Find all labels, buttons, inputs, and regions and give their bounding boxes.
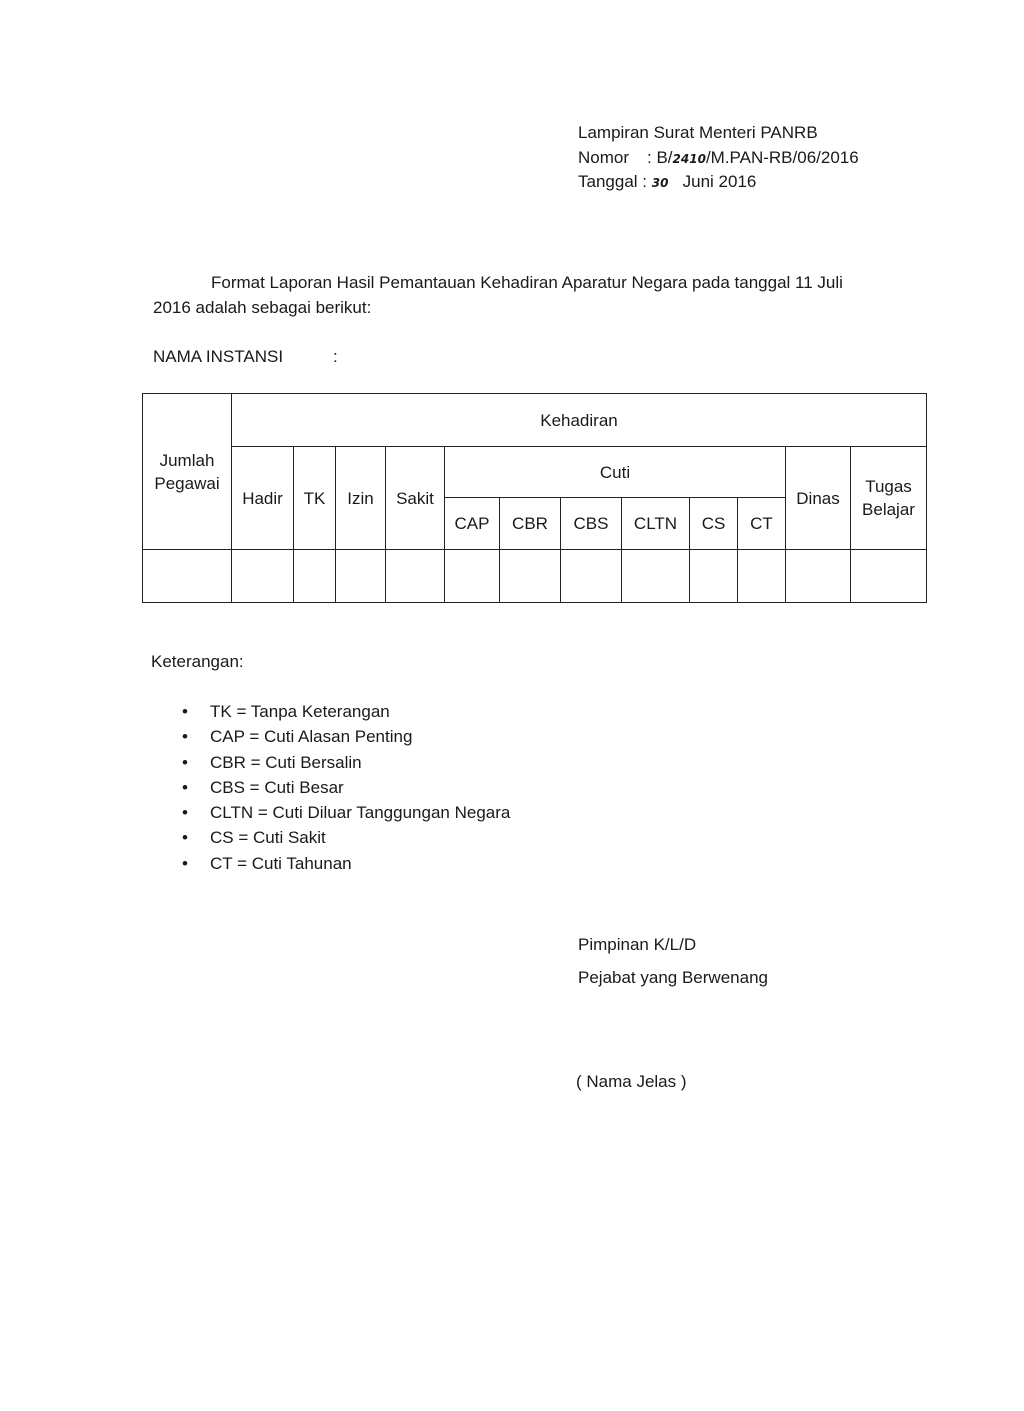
cell (294, 550, 336, 603)
cell (738, 550, 786, 603)
signature-title: Pimpinan K/L/D (578, 935, 697, 954)
header-cbs: CBS (561, 498, 622, 550)
signature-name: ( Nama Jelas ) (576, 1072, 687, 1091)
tanggal-suffix: Juni 2016 (682, 172, 757, 191)
keterangan-title: Keterangan: (151, 652, 244, 671)
header-jumlah-pegawai: Jumlah Pegawai (143, 394, 232, 550)
nomor-handwritten: 2410 (672, 152, 706, 166)
list-item: • CS = Cuti Sakit (174, 828, 510, 853)
list-item: • CAP = Cuti Alasan Penting (174, 727, 510, 752)
cell (622, 550, 690, 603)
header-ct: CT (738, 498, 786, 550)
nomor-label: Nomor (578, 148, 630, 167)
tanggal-handwritten: 30 (651, 176, 669, 190)
cell (143, 550, 232, 603)
keterangan-list (174, 702, 510, 879)
cell (336, 550, 386, 603)
header-cbr: CBR (500, 498, 561, 550)
cell (561, 550, 622, 603)
table-row (143, 550, 927, 603)
intro-line-2: 2016 adalah sebagai berikut: (153, 298, 372, 317)
header-cap: CAP (445, 498, 500, 550)
header-kehadiran: Kehadiran (232, 394, 927, 447)
header-izin: Izin (336, 447, 386, 550)
cell (232, 550, 294, 603)
nomor-line (578, 148, 859, 168)
instansi-label: NAMA INSTANSI (153, 347, 284, 366)
header-tugas-belajar: Tugas Belajar (851, 447, 927, 550)
list-item: • CLTN = Cuti Diluar Tanggungan Negara (174, 803, 510, 828)
instansi-sep: : (333, 347, 338, 366)
header-sakit: Sakit (386, 447, 445, 550)
header-hadir: Hadir (232, 447, 294, 550)
list-item: • TK = Tanpa Keterangan (174, 702, 510, 727)
signature-official: Pejabat yang Berwenang (578, 968, 768, 987)
intro-line-1: Format Laporan Hasil Pemantauan Kehadiran Aparatur Negara pada tanggal 11 Juli (211, 273, 843, 292)
attendance-table (142, 393, 927, 603)
header-cltn: CLTN (622, 498, 690, 550)
cell (786, 550, 851, 603)
attachment-title: Lampiran Surat Menteri PANRB (578, 123, 818, 142)
cell (851, 550, 927, 603)
header-tk: TK (294, 447, 336, 550)
tanggal-line (578, 172, 756, 192)
cell (386, 550, 445, 603)
nomor-prefix: : B/ (647, 148, 673, 167)
cell (445, 550, 500, 603)
list-item: • CBS = Cuti Besar (174, 778, 510, 803)
cell (500, 550, 561, 603)
nomor-suffix: /M.PAN-RB/06/2016 (705, 148, 859, 167)
list-item: • CBR = Cuti Bersalin (174, 753, 510, 778)
header-cs: CS (690, 498, 738, 550)
header-dinas: Dinas (786, 447, 851, 550)
list-item: • CT = Cuti Tahunan (174, 854, 510, 879)
cell (690, 550, 738, 603)
tanggal-sep: : (642, 172, 648, 191)
header-cuti: Cuti (445, 447, 786, 498)
tanggal-label: Tanggal (578, 172, 638, 191)
